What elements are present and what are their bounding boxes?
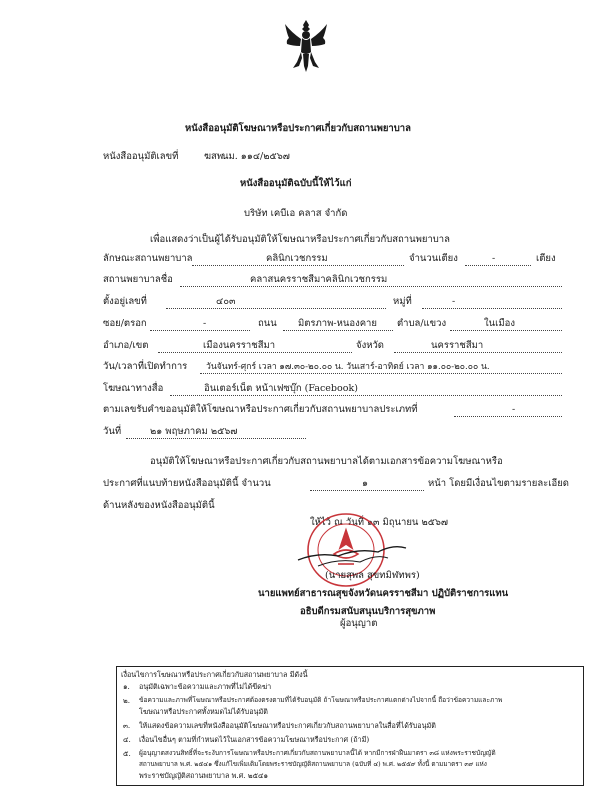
- province-value: นครราชสีมา: [431, 340, 484, 351]
- type-label: ลักษณะสถานพยาบาล: [103, 253, 193, 264]
- company-name: บริษัท เคบีเอ คลาส จำกัด: [244, 208, 348, 219]
- media-label: โฆษณาทางสื่อ: [103, 383, 164, 394]
- date-value: ๒๑ พฤษภาคม ๒๕๖๗: [150, 426, 238, 437]
- condition-num: ๑.: [123, 682, 130, 691]
- approval-number-label: หนังสืออนุมัติเลขที่: [103, 151, 179, 162]
- road-label: ถนน: [258, 318, 277, 329]
- approval-number-value: นม. ๑๑๔/๒๕๖๗: [222, 151, 290, 162]
- condition-text: สถานพยาบาล พ.ศ. ๒๕๔๑ ซึ่งแก้ไขเพิ่มเติมโดยพระราชบัญญัติสถานพยาบาล (ฉบับที่ ๔) พ.ศ. ๒๕๕๙ ทั้งนี้ ตามมาตรา ๓๙ แห่ง: [139, 760, 487, 768]
- address-dots: [166, 297, 386, 309]
- soi-value: -: [203, 318, 207, 329]
- garuda-emblem-icon: [283, 18, 329, 74]
- soi-dots: [150, 319, 250, 331]
- condition-num: ๕.: [123, 749, 131, 758]
- approval-line-2a: ประกาศที่แนบท้ายหนังสืออนุมัตินี้ จำนวน: [103, 478, 271, 489]
- soi-label: ซอย/ตรอก: [103, 318, 147, 329]
- condition-text: ข้อความและภาพที่โฆษณาหรือประกาศต้องตรงตามที่ได้รับอนุมัติ ถ้าโฆษณาหรือประกาศแตกต่างไปจากนี้ ถือว่าข้อความและภาพ: [139, 696, 503, 704]
- moo-label: หมู่ที่: [393, 296, 412, 307]
- pages-value: ๑: [362, 478, 369, 489]
- approval-line-1: อนุมัติให้โฆษณาหรือประกาศเกี่ยวกับสถานพยาบาลได้ตามเอกสารข้อความโฆษณาหรือ: [150, 456, 503, 467]
- given-date: ให้ไว้ ณ วันที่ ๑๓ มิถุนายน ๒๕๖๗: [310, 517, 449, 528]
- address-label: ตั้งอยู่เลขที่: [103, 296, 147, 307]
- request-dots: [454, 405, 562, 417]
- subdistrict-label: ตำบล/แขวง: [397, 318, 447, 329]
- signer-role: ผู้อนุญาต: [340, 618, 378, 629]
- approval-line-3: ด้านหลังของหนังสืออนุมัตินี้: [103, 500, 215, 511]
- condition-text: โฆษณาหรือประกาศทั้งหมดไม่ได้รับอนุมัติ: [139, 707, 268, 716]
- intro-text: เพื่อแสดงว่าเป็นผู้ได้รับอนุมัติให้โฆษณาหรือประกาศเกี่ยวกับสถานพยาบาล: [150, 234, 450, 245]
- province-label: จังหวัด: [356, 340, 384, 351]
- condition-text: ผู้อนุญาตสงวนสิทธิ์ที่จะระงับการโฆษณาหรือประกาศเกี่ยวกับสถานพยาบาลนี้ได้ หากมีการฝ่าฝืนมาตรา ๓๘ แห่งพระราชบัญญัติ: [139, 749, 496, 757]
- request-label: ตามเลขรับคำขออนุมัติให้โฆษณาหรือประกาศเกี่ยวกับสถานพยาบาลประเภทที่: [103, 404, 418, 415]
- condition-text: ให้แสดงข้อความเลขที่หนังสืออนุมัติโฆษณาหรือประกาศเกี่ยวกับสถานพยาบาลในสื่อที่ได้รับอนุมัติ: [139, 721, 436, 730]
- signer-name: (นายสุพล สุขทมิฬทพร): [325, 570, 420, 581]
- beds-label: จำนวนเตียง: [409, 253, 458, 264]
- conditions-box: [116, 666, 584, 786]
- condition-num: ๔.: [123, 735, 131, 744]
- conditions-heading: เงื่อนไขการโฆษณาหรือประกาศเกี่ยวกับสถานพยาบาล มีดังนี้: [121, 670, 308, 679]
- type-value: คลินิกเวชกรรม: [266, 253, 328, 264]
- hours-value: วันจันทร์-ศุกร์ เวลา ๑๗.๓๐-๒๐.๐๐ น. วันเสาร์-อาทิตย์ เวลา ๑๑.๐๐-๒๐.๐๐ น.: [206, 362, 490, 372]
- address-value: ๔๐๓: [216, 296, 236, 307]
- facility-name-value: คลาสนครราชสีมาคลินิกเวชกรรม: [250, 274, 388, 285]
- moo-dots: [422, 297, 562, 309]
- beds-dots: [465, 254, 531, 266]
- request-value: -: [512, 404, 516, 415]
- road-value: มิตรภาพ-หนองคาย: [298, 318, 377, 329]
- document-title: หนังสืออนุมัติโฆษณาหรือประกาศเกี่ยวกับสถานพยาบาล: [185, 123, 411, 134]
- media-value: อินเตอร์เน็ต หน้าเฟซบุ๊ก (Facebook): [204, 383, 358, 394]
- condition-num: ๓.: [123, 721, 131, 730]
- district-value: เมืองนครราชสีมา: [203, 340, 276, 351]
- issued-heading: หนังสืออนุมัติฉบับนี้ให้ไว้แก่: [240, 178, 352, 189]
- signer-position-2: อธิบดีกรมสนับสนุนบริการสุขภาพ: [300, 606, 436, 617]
- hours-label: วัน/เวลาที่เปิดทำการ: [103, 361, 188, 372]
- beds-value: -: [492, 253, 496, 264]
- condition-text: พระราชบัญญัติสถานพยาบาล พ.ศ. ๒๕๔๑: [139, 771, 269, 780]
- approval-number-prefix: ฆสพ.: [204, 151, 227, 162]
- approval-line-2b: หน้า โดยมีเงื่อนไขตามรายละเอียด: [428, 478, 569, 489]
- condition-text: เงื่อนไขอื่นๆ ตามที่กำหนดไว้ในเอกสารข้อความโฆษณาหรือประกาศ (ถ้ามี): [139, 735, 370, 744]
- subdistrict-value: ในเมือง: [484, 318, 515, 329]
- district-label: อำเภอ/เขต: [103, 340, 149, 351]
- moo-value: -: [452, 296, 456, 307]
- signer-position-1: นายแพทย์สาธารณสุขจังหวัดนครราชสีมา ปฏิบัติราชการแทน: [258, 588, 509, 599]
- condition-num: ๒.: [123, 696, 131, 705]
- condition-text: อนุมัติเฉพาะข้อความและภาพที่ไม่ได้ขีดฆ่า: [139, 682, 272, 691]
- date-label: วันที่: [103, 426, 122, 437]
- facility-name-label: สถานพยาบาลชื่อ: [103, 274, 173, 285]
- beds-unit: เตียง: [536, 253, 556, 264]
